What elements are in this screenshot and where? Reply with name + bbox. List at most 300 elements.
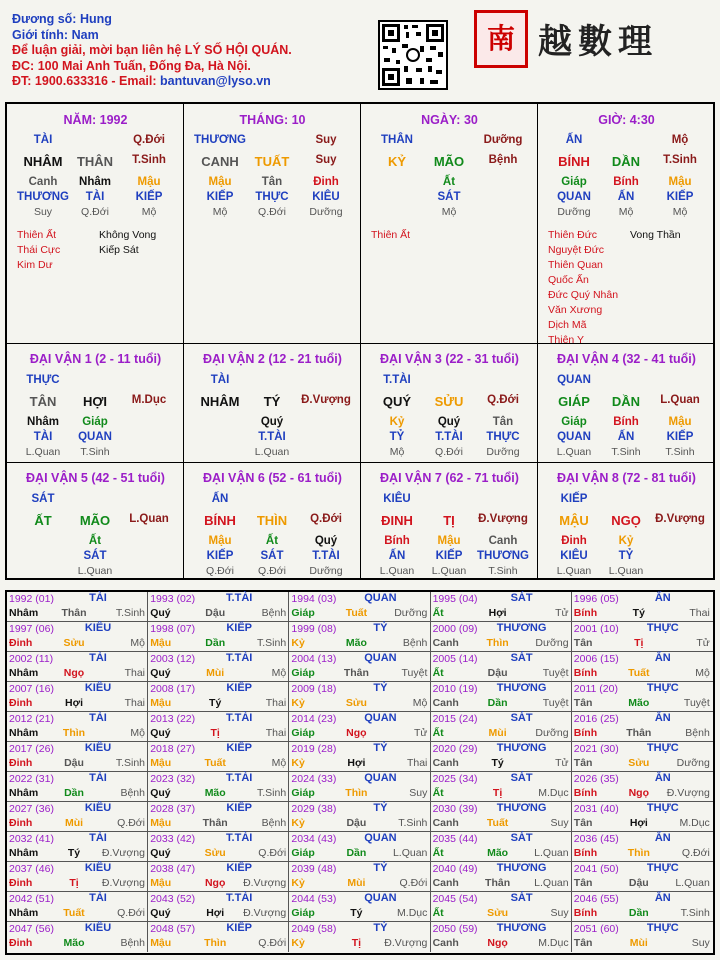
year-branch: Thìn [204,937,227,949]
year-label: 2012 (21) [9,713,54,725]
year-label: 2022 (31) [9,773,54,785]
year-god: TÀI [89,892,107,904]
year-god: TỶ [373,682,388,694]
gender-label: Giới tính: [12,27,69,42]
dai-van-hidden-0: Kỷ [389,416,405,428]
year-cell [148,862,289,892]
year-stage: Mộ [130,637,145,649]
email-link[interactable]: bantuvan@lyso.vn [160,74,271,88]
year-branch: Dậu [346,817,367,829]
year-branch: Hợi [488,607,507,619]
year-stage: Suy [691,937,710,949]
hidden-stem-1: TÀI [85,191,105,203]
dai-van-branch: NGỌ [611,513,641,528]
year-stem: Bính [573,727,598,739]
year-cell [148,712,289,742]
year-cell [7,832,148,862]
year-cell [572,742,713,772]
pillar-top-stage: Q.Đới [133,134,165,146]
dai-van-hidden-1: QUAN [557,431,591,443]
year-branch: Tị [634,637,644,649]
year-god: T.TÀI [226,652,253,664]
year-label: 2046 (55) [573,893,619,905]
year-cell [289,772,430,802]
year-god: THỰC [646,742,679,754]
dai-van-god: QUAN [557,374,591,386]
year-branch: Ngọ [204,877,226,889]
dai-van-hidden-0: Mậu [668,416,692,428]
year-cell [289,862,430,892]
year-stem: Giáp [291,727,315,739]
dai-van-title: ĐẠI VẬN 4 (32 - 41 tuổi) [557,352,696,366]
dai-van-hidden-0: Canh [488,535,518,547]
year-god: TỶ [373,622,388,634]
pillar-top-stage: Mộ [671,134,689,146]
pillar-stage: Bệnh [488,154,518,166]
year-cell [7,892,148,922]
dai-van-hidden-2: L.Quan [379,565,415,577]
year-stage: Thai [124,667,145,679]
year-label: 2009 (18) [291,683,337,695]
year-branch: Tị [351,937,362,949]
year-stem: Giáp [291,847,315,859]
dai-van-title: ĐẠI VẬN 8 (72 - 81 tuổi) [557,471,696,485]
year-label: 1999 (08) [291,623,337,635]
year-cell [7,742,148,772]
dai-van-title: ĐẠI VẬN 2 (12 - 21 tuổi) [203,352,342,366]
year-stem: Giáp [291,907,315,919]
year-cell [431,922,572,952]
year-branch: Thân [485,877,511,889]
year-stem: Tân [573,817,593,829]
dai-van-hidden-2: L.Quan [254,446,290,458]
star-left: Nguyệt Đức [548,244,605,256]
year-god: THỰC [646,682,679,694]
dai-van-5 [7,463,184,579]
year-stem: Quý [150,667,171,679]
year-label: 1994 (03) [291,593,337,605]
year-cell [572,592,713,622]
year-god: TỶ [373,742,388,754]
year-god: THƯƠNG [496,862,547,874]
year-cell [431,802,572,832]
year-stage: L.Quan [392,847,428,859]
year-cell [431,832,572,862]
hidden-stem-2: Dưỡng [309,206,343,218]
year-cell [148,652,289,682]
dai-van-hidden-0: Bính [613,416,639,428]
year-stem: Tân [573,937,593,949]
pillar-title: GIỜ: 4:30 [598,113,655,127]
dai-van-hidden-1: KIẾP [206,550,234,562]
year-branch: Thìn [62,727,86,739]
year-stage: Đ.Vượng [243,877,287,889]
year-stem: Bính [573,847,598,859]
dai-van-1 [7,344,184,463]
star-left: Kim Dư [17,259,53,271]
dai-van-stem: TÂN [29,394,57,409]
year-stage: M.Dục [538,787,569,799]
year-label: 2043 (52) [150,893,196,905]
dai-van-stage: Đ.Vượng [655,513,705,525]
dai-van-hidden-2: L.Quan [25,446,61,458]
pillar-stem: KỶ [387,154,407,169]
year-cell [572,832,713,862]
year-cell [572,862,713,892]
year-god: TỶ [373,922,388,934]
dai-van-hidden-1: ẤN [617,431,635,443]
year-label: 2010 (19) [432,683,478,695]
year-god: KIÊU [84,742,112,754]
dai-van-hidden-1: THỰC [486,431,520,443]
year-stage: T.Sinh [257,787,287,799]
dai-van-hidden-2: T.Sinh [611,446,641,458]
year-branch: Hợi [347,757,366,769]
year-god: THƯƠNG [496,922,547,934]
pillar-branch: MÃO [433,154,465,169]
dai-van-hidden-1: ẤN [388,550,406,562]
hidden-stem-2: Mộ [212,206,228,218]
year-stage: Đ.Vượng [243,907,287,919]
year-cell [289,802,430,832]
pillar-3 [538,104,714,344]
pillar-stage: Suy [315,154,337,166]
year-cell [431,682,572,712]
year-stage: T.Sinh [115,757,145,769]
year-cell [148,922,289,952]
year-god: SÁT [510,892,533,904]
year-label: 2027 (36) [9,803,54,815]
year-cell [148,892,289,922]
year-stem: Nhâm [9,667,39,679]
year-label: 2028 (37) [150,803,196,815]
star-left: Dịch Mã [548,319,587,331]
year-label: 2040 (49) [432,863,478,875]
dai-van-hidden-0: Mậu [208,535,232,547]
year-branch: Tý [350,907,363,919]
hidden-stem-0: Mậu [137,176,161,188]
year-branch: Tuất [204,757,226,769]
year-stem: Đinh [9,817,33,829]
dai-van-hidden-1: T.TÀI [435,431,463,443]
year-god: QUAN [364,892,397,904]
year-stage: Bệnh [261,607,287,619]
year-stem: Đinh [9,877,33,889]
year-stage: Mộ [271,667,287,679]
year-stem: Giáp [291,607,315,619]
year-stem: Quý [150,907,171,919]
year-god: ẤN [654,772,671,784]
year-label: 2032 (41) [9,833,54,845]
hidden-stem-0: Giáp [561,176,587,188]
year-stem: Kỷ [291,817,305,829]
dai-van-hidden-1: TỶ [389,431,405,443]
owner-name-label: Đương số: [12,12,77,26]
year-stage: Mộ [695,667,710,679]
year-god: KIÊU [84,802,112,814]
hidden-stem-2: Mộ [141,206,157,218]
year-cell [572,682,713,712]
dai-van-stage: Đ.Vượng [301,394,351,406]
logo-seal: 南 [474,10,528,68]
year-god: TÀI [89,652,107,664]
year-cell [7,592,148,622]
hidden-stem-0: Đinh [313,176,339,188]
year-god: THỰC [646,922,679,934]
year-stem: Quý [150,787,171,799]
year-branch: Tý [491,757,504,769]
year-stage: T.Sinh [680,907,710,919]
year-branch: Tý [209,697,222,709]
year-stage: Bệnh [685,727,710,739]
year-cell [431,862,572,892]
year-cell [572,652,713,682]
year-label: 1996 (05) [573,593,619,605]
year-stem: Quý [150,847,171,859]
year-label: 2036 (45) [573,833,619,845]
pillar-top-god: THƯƠNG [194,134,246,146]
qr-code-icon [378,20,448,90]
year-stem: Bính [573,907,598,919]
year-stage: T.Sinh [115,607,145,619]
year-cell [7,682,148,712]
dai-van-hidden-0: Quý [314,535,338,547]
year-stem: Canh [432,817,459,829]
year-stem: Ất [432,667,444,679]
year-label: 2048 (57) [150,923,196,935]
year-cell [148,742,289,772]
year-stem: Giáp [291,787,315,799]
star-left: Quốc Ấn [548,274,589,286]
dai-van-branch: THÌN [256,513,288,528]
pillar-top-stage: Suy [315,134,337,146]
year-stage: Suy [550,907,569,919]
year-cell [148,772,289,802]
dai-van-stage: Đ.Vượng [478,513,528,525]
year-stage: T.Sinh [257,637,287,649]
year-label: 1992 (01) [9,593,54,605]
dai-van-god: KIÊU [383,493,411,505]
dai-van-title: ĐẠI VẬN 6 (52 - 61 tuổi) [203,471,342,485]
year-god: THỰC [646,802,679,814]
star-left: Thiên Ất [371,229,411,241]
hidden-stem-2: Mộ [618,206,634,218]
year-label: 1995 (04) [432,593,478,605]
year-stem: Nhâm [9,727,39,739]
year-god: T.TÀI [226,592,253,604]
year-stage: M.Dục [397,907,428,919]
year-stem: Tân [573,697,593,709]
year-branch: Thìn [627,847,650,859]
year-stage: Tử [413,727,428,739]
year-cell [431,592,572,622]
pillar-top-god: TÀI [33,134,53,146]
year-branch: Mùi [347,877,366,889]
year-stage: M.Dục [538,937,569,949]
dai-van-stem: QUÝ [382,394,412,409]
dai-van-hidden-0: Ất [265,535,279,547]
year-branch: Dậu [628,877,649,889]
year-branch: Mão [628,697,650,709]
year-cell [289,742,430,772]
dai-van-stage: L.Quan [660,394,700,406]
dai-van-hidden-1: KIẾP [666,431,694,443]
year-god: SÁT [510,772,533,784]
owner-name: Hung [79,12,112,26]
year-branch: Mùi [629,937,648,949]
year-cell [148,682,289,712]
dai-van-stem: GIÁP [558,394,590,409]
dai-van-hidden-2: T.Sinh [665,446,695,458]
year-god: TÀI [89,772,107,784]
dai-van-hidden-2: L.Quan [556,446,592,458]
year-branch: Tị [492,787,503,799]
year-stem: Canh [432,877,459,889]
year-branch: Thân [61,607,87,619]
hidden-stem-1: SÁT [437,191,461,203]
pillar-top-god: THÂN [381,134,413,146]
dai-van-branch: MÃO [79,513,111,528]
hidden-stem-0: Mậu [208,176,232,188]
year-label: 2000 (09) [432,623,478,635]
year-stage: Tuyệt [683,697,710,709]
year-god: THƯƠNG [496,742,547,754]
year-branch: Dần [628,907,649,919]
year-cell [289,652,430,682]
year-branch: Hợi [629,817,648,829]
dai-van-4 [538,344,714,463]
year-cell [148,592,289,622]
dai-van-hidden-2: L.Quan [431,565,467,577]
year-label: 2020 (29) [432,743,478,755]
dai-van-hidden-1: T.TÀI [312,550,340,562]
year-stem: Mậu [150,877,172,889]
year-stage: Thai [124,697,145,709]
year-stem: Ất [432,727,444,739]
year-stage: Tuyệt [401,667,428,679]
year-branch: Sửu [63,637,85,649]
year-label: 2039 (48) [291,863,337,875]
year-label: 2050 (59) [432,923,478,935]
year-branch: Thân [626,727,652,739]
year-branch: Mão [63,937,85,949]
dai-van-hidden-1: T.TÀI [258,431,286,443]
year-stem: Canh [432,757,459,769]
year-god: SÁT [510,652,533,664]
year-god: ẤN [654,652,671,664]
year-stem: Ất [432,787,444,799]
year-label: 2014 (23) [291,713,337,725]
pillar-branch: THÂN [76,154,114,169]
hidden-stem-2: Q.Đới [258,206,286,218]
star-left: Thiên Đức [548,229,598,241]
year-stem: Kỷ [291,637,305,649]
year-stem: Ất [432,847,444,859]
year-branch: Ngọ [63,667,85,679]
year-branch: Mão [204,787,226,799]
star-left: Đức Quý Nhân [548,289,619,301]
year-cell [572,622,713,652]
dai-van-god: ẤN [211,493,229,505]
year-stage: Tử [555,607,569,619]
year-label: 2025 (34) [432,773,478,785]
year-branch: Dậu [487,667,508,679]
year-branch: Ngọ [487,937,508,949]
dai-van-branch: TỊ [443,513,455,528]
year-god: T.TÀI [226,772,253,784]
year-stem: Kỷ [291,757,305,769]
year-stage: Tử [696,637,710,649]
year-branch: Thìn [345,787,368,799]
hidden-stem-2: Mộ [441,206,457,218]
owner-info [12,12,292,90]
year-cell [7,862,148,892]
year-cell [289,682,430,712]
dai-van-hidden-1: TÀI [33,431,53,443]
dai-van-hidden-2: T.Sinh [488,565,518,577]
year-god: KIẾP [226,742,253,754]
year-cell [431,622,572,652]
dai-van-hidden-2: L.Quan [556,565,592,577]
year-god: KIÊU [84,682,112,694]
year-stage: Thai [406,757,428,769]
year-table [5,590,715,955]
dai-van-hidden-0: Giáp [561,416,587,428]
year-stem: Nhâm [9,607,39,619]
dai-van-hidden-1: QUAN [78,431,112,443]
year-branch: Dần [205,637,226,649]
year-stem: Tân [573,877,593,889]
year-stem: Canh [432,937,459,949]
hidden-stem-2: Q.Đới [81,206,109,218]
year-branch: Dần [346,847,367,859]
year-god: KIÊU [84,862,112,874]
year-label: 2029 (38) [291,803,337,815]
phone-line: ĐT: 1900.633316 - Email: [12,74,160,88]
year-cell [7,772,148,802]
year-stem: Bính [573,787,598,799]
star-right: Kiếp Sát [99,244,139,256]
year-god: KIẾP [226,802,253,814]
year-god: TÀI [89,712,107,724]
year-stem: Kỷ [291,697,305,709]
year-cell [148,832,289,862]
year-stage: Bệnh [120,787,145,799]
year-cell [572,772,713,802]
dai-van-god: T.TÀI [383,374,411,386]
year-stage: Dưỡng [535,727,569,739]
year-branch: Dậu [205,607,226,619]
dai-van-title: ĐẠI VẬN 1 (2 - 11 tuổi) [29,352,162,366]
year-stem: Bính [573,607,598,619]
star-left: Văn Xương [548,304,603,316]
year-stage: Tuyệt [542,697,569,709]
year-stage: Thai [265,727,287,739]
year-god: THỰC [646,862,679,874]
year-branch: Sửu [204,847,226,859]
year-god: KIẾP [226,862,253,874]
year-cell [431,712,572,742]
year-god: KIÊU [84,922,112,934]
hidden-stem-1: QUAN [557,191,591,203]
dai-van-stage: M.Dục [131,394,167,406]
dai-van-god: SÁT [31,493,55,505]
year-branch: Ngọ [628,787,649,799]
year-stage: Đ.Vượng [666,787,710,799]
year-label: 2007 (16) [9,683,54,695]
pillar-stem: BÍNH [558,154,590,169]
dai-van-6 [184,463,361,579]
